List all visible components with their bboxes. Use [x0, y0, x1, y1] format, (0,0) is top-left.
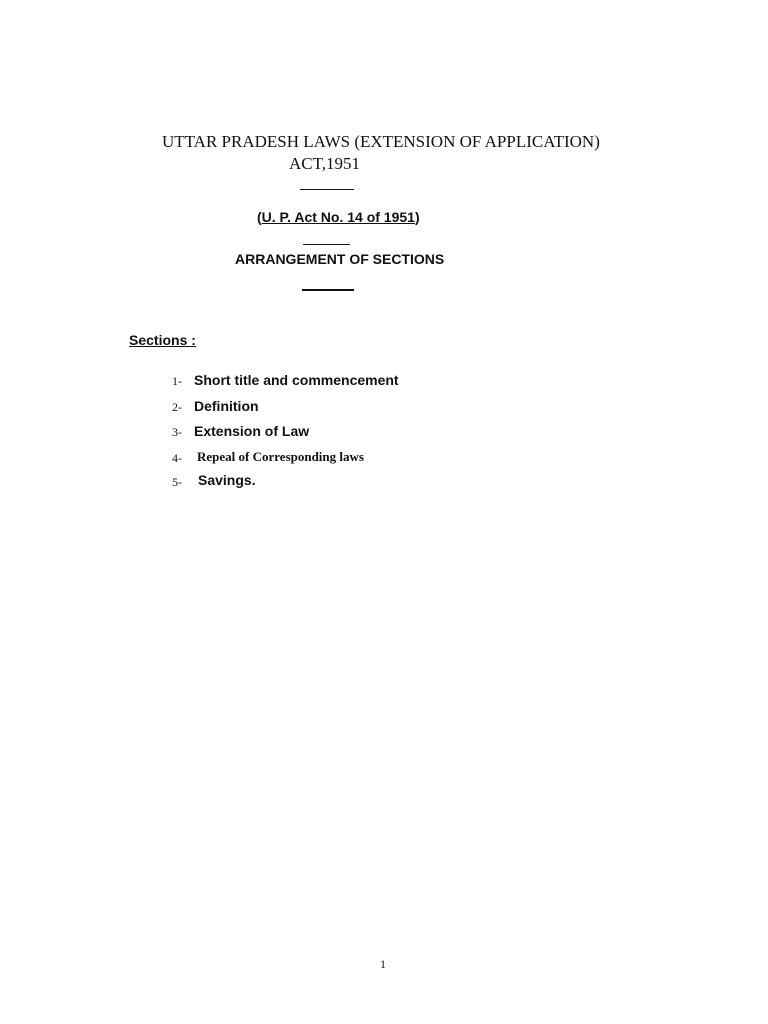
section-number: 2- — [172, 400, 182, 414]
act-number-close-paren: ) — [414, 209, 420, 225]
section-title: Short title and commencement — [194, 372, 399, 388]
act-title-line-2: ACT,1951 — [289, 154, 360, 173]
act-number-open-paren: ( — [257, 209, 262, 225]
act-number-text: U. P. Act No. 14 of 1951 — [261, 209, 415, 225]
section-title: Definition — [194, 398, 259, 414]
arrangement-heading: ARRANGEMENT OF SECTIONS — [235, 251, 445, 267]
section-number: 5- — [172, 475, 182, 489]
sections-heading: Sections : — [129, 332, 196, 348]
section-title: Extension of Law — [194, 423, 310, 439]
section-number: 3- — [172, 425, 182, 439]
title-divider — [300, 189, 354, 190]
section-number: 4- — [172, 451, 182, 465]
arrangement-divider — [302, 289, 354, 291]
act-number-divider — [303, 244, 350, 245]
section-number: 1- — [172, 374, 182, 388]
page-number: 1 — [380, 957, 386, 971]
act-number — [257, 210, 420, 224]
act-title-line-1: UTTAR PRADESH LAWS (EXTENSION OF APPLICATION) — [162, 132, 600, 151]
section-title: Savings. — [198, 472, 256, 488]
section-title: Repeal of Corresponding laws — [197, 449, 364, 464]
